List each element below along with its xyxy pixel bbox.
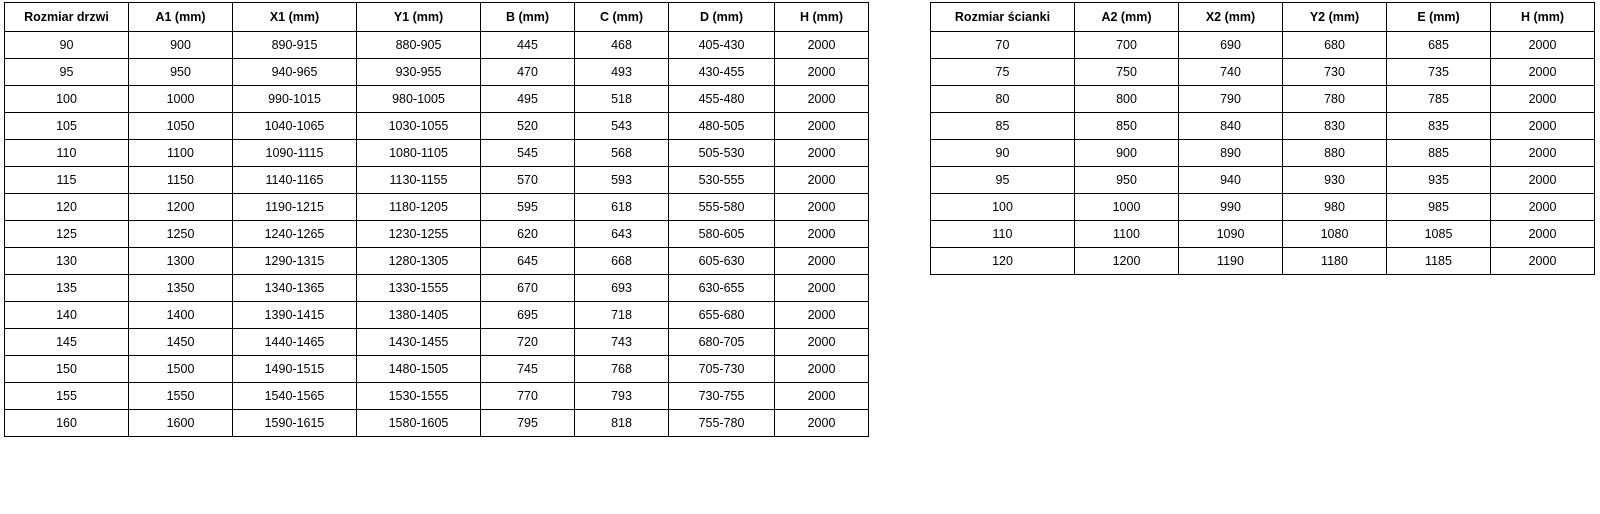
cell: 430-455 <box>669 59 775 86</box>
cell: 780 <box>1283 86 1387 113</box>
cell: 135 <box>5 275 129 302</box>
cell: 2000 <box>775 140 869 167</box>
table-row <box>5 410 869 437</box>
cell: 1530-1555 <box>357 383 481 410</box>
cell: 90 <box>931 140 1075 167</box>
column-header-h: H (mm) <box>775 3 869 32</box>
cell: 980 <box>1283 194 1387 221</box>
cell: 2000 <box>1491 32 1595 59</box>
cell: 1230-1255 <box>357 221 481 248</box>
cell: 730-755 <box>669 383 775 410</box>
cell: 735 <box>1387 59 1491 86</box>
cell: 770 <box>481 383 575 410</box>
table-header-row <box>5 3 869 32</box>
cell: 493 <box>575 59 669 86</box>
cell: 1090 <box>1179 221 1283 248</box>
cell: 1100 <box>129 140 233 167</box>
cell: 2000 <box>775 59 869 86</box>
cell: 1130-1155 <box>357 167 481 194</box>
cell: 835 <box>1387 113 1491 140</box>
cell: 693 <box>575 275 669 302</box>
cell: 695 <box>481 302 575 329</box>
cell: 2000 <box>775 86 869 113</box>
cell: 950 <box>129 59 233 86</box>
cell: 95 <box>931 167 1075 194</box>
cell: 2000 <box>775 329 869 356</box>
cell: 768 <box>575 356 669 383</box>
cell: 930-955 <box>357 59 481 86</box>
cell: 685 <box>1387 32 1491 59</box>
cell: 1185 <box>1387 248 1491 275</box>
column-header-h: H (mm) <box>1491 3 1595 32</box>
cell: 75 <box>931 59 1075 86</box>
cell: 935 <box>1387 167 1491 194</box>
cell: 620 <box>481 221 575 248</box>
cell: 445 <box>481 32 575 59</box>
cell: 890 <box>1179 140 1283 167</box>
cell: 2000 <box>1491 248 1595 275</box>
cell: 1500 <box>129 356 233 383</box>
cell: 645 <box>481 248 575 275</box>
cell: 2000 <box>775 383 869 410</box>
cell: 470 <box>481 59 575 86</box>
cell: 1180 <box>1283 248 1387 275</box>
table-row <box>5 167 869 194</box>
doors-dimensions-table-container <box>4 2 869 437</box>
cell: 2000 <box>1491 140 1595 167</box>
cell: 1440-1465 <box>233 329 357 356</box>
cell: 1040-1065 <box>233 113 357 140</box>
cell: 880-905 <box>357 32 481 59</box>
cell: 880 <box>1283 140 1387 167</box>
column-header-c: C (mm) <box>575 3 669 32</box>
cell: 595 <box>481 194 575 221</box>
cell: 750 <box>1075 59 1179 86</box>
cell: 105 <box>5 113 129 140</box>
cell: 950 <box>1075 167 1179 194</box>
cell: 95 <box>5 59 129 86</box>
table-row <box>5 275 869 302</box>
cell: 115 <box>5 167 129 194</box>
cell: 1330-1555 <box>357 275 481 302</box>
cell: 730 <box>1283 59 1387 86</box>
table-row <box>931 140 1595 167</box>
cell: 800 <box>1075 86 1179 113</box>
table-row <box>931 86 1595 113</box>
table-row <box>931 167 1595 194</box>
table-row <box>5 140 869 167</box>
cell: 1200 <box>1075 248 1179 275</box>
column-header-y2: Y2 (mm) <box>1283 3 1387 32</box>
table-row <box>5 32 869 59</box>
cell: 668 <box>575 248 669 275</box>
column-header-e: E (mm) <box>1387 3 1491 32</box>
table-row <box>5 221 869 248</box>
cell: 2000 <box>775 410 869 437</box>
cell: 1190-1215 <box>233 194 357 221</box>
cell: 125 <box>5 221 129 248</box>
table-row <box>5 329 869 356</box>
cell: 643 <box>575 221 669 248</box>
cell: 160 <box>5 410 129 437</box>
column-header-a1: A1 (mm) <box>129 3 233 32</box>
cell: 680 <box>1283 32 1387 59</box>
column-header-rozmiar-drzwi: Rozmiar drzwi <box>5 3 129 32</box>
cell: 2000 <box>775 32 869 59</box>
cell: 593 <box>575 167 669 194</box>
cell: 785 <box>1387 86 1491 113</box>
cell: 990 <box>1179 194 1283 221</box>
cell: 2000 <box>1491 194 1595 221</box>
cell: 1480-1505 <box>357 356 481 383</box>
table-row <box>5 59 869 86</box>
column-header-x2: X2 (mm) <box>1179 3 1283 32</box>
cell: 793 <box>575 383 669 410</box>
cell: 505-530 <box>669 140 775 167</box>
cell: 1240-1265 <box>233 221 357 248</box>
cell: 2000 <box>775 194 869 221</box>
table-row <box>5 383 869 410</box>
cell: 1190 <box>1179 248 1283 275</box>
cell: 1350 <box>129 275 233 302</box>
cell: 145 <box>5 329 129 356</box>
cell: 2000 <box>1491 113 1595 140</box>
table-row <box>931 221 1595 248</box>
doors-table-head <box>5 3 869 32</box>
cell: 940 <box>1179 167 1283 194</box>
cell: 1080 <box>1283 221 1387 248</box>
column-header-d: D (mm) <box>669 3 775 32</box>
cell: 1450 <box>129 329 233 356</box>
cell: 900 <box>129 32 233 59</box>
table-row <box>5 113 869 140</box>
cell: 90 <box>5 32 129 59</box>
cell: 155 <box>5 383 129 410</box>
cell: 2000 <box>1491 221 1595 248</box>
cell: 100 <box>931 194 1075 221</box>
cell: 980-1005 <box>357 86 481 113</box>
cell: 100 <box>5 86 129 113</box>
cell: 1030-1055 <box>357 113 481 140</box>
cell: 2000 <box>775 113 869 140</box>
table-row <box>931 113 1595 140</box>
cell: 1430-1455 <box>357 329 481 356</box>
table-row <box>931 248 1595 275</box>
doors-dimensions-table <box>4 2 869 437</box>
cell: 1340-1365 <box>233 275 357 302</box>
cell: 885 <box>1387 140 1491 167</box>
cell: 1550 <box>129 383 233 410</box>
cell: 743 <box>575 329 669 356</box>
column-header-y1: Y1 (mm) <box>357 3 481 32</box>
cell: 1490-1515 <box>233 356 357 383</box>
cell: 543 <box>575 113 669 140</box>
cell: 755-780 <box>669 410 775 437</box>
column-header-rozmiar-scianki: Rozmiar ścianki <box>931 3 1075 32</box>
cell: 1280-1305 <box>357 248 481 275</box>
cell: 2000 <box>775 167 869 194</box>
cell: 690 <box>1179 32 1283 59</box>
column-header-x1: X1 (mm) <box>233 3 357 32</box>
cell: 480-505 <box>669 113 775 140</box>
cell: 1600 <box>129 410 233 437</box>
table-header-row <box>931 3 1595 32</box>
cell: 140 <box>5 302 129 329</box>
cell: 990-1015 <box>233 86 357 113</box>
cell: 1000 <box>1075 194 1179 221</box>
walls-table-head <box>931 3 1595 32</box>
cell: 85 <box>931 113 1075 140</box>
cell: 70 <box>931 32 1075 59</box>
cell: 655-680 <box>669 302 775 329</box>
table-row <box>5 194 869 221</box>
cell: 468 <box>575 32 669 59</box>
cell: 705-730 <box>669 356 775 383</box>
column-header-b: B (mm) <box>481 3 575 32</box>
cell: 830 <box>1283 113 1387 140</box>
cell: 2000 <box>775 248 869 275</box>
cell: 2000 <box>1491 86 1595 113</box>
column-header-a2: A2 (mm) <box>1075 3 1179 32</box>
table-row <box>931 59 1595 86</box>
cell: 1200 <box>129 194 233 221</box>
table-row <box>5 248 869 275</box>
cell: 818 <box>575 410 669 437</box>
cell: 570 <box>481 167 575 194</box>
cell: 518 <box>575 86 669 113</box>
cell: 1590-1615 <box>233 410 357 437</box>
doors-table-body <box>5 32 869 437</box>
walls-dimensions-table <box>930 2 1595 275</box>
cell: 2000 <box>775 275 869 302</box>
cell: 890-915 <box>233 32 357 59</box>
cell: 850 <box>1075 113 1179 140</box>
cell: 740 <box>1179 59 1283 86</box>
cell: 1100 <box>1075 221 1179 248</box>
cell: 900 <box>1075 140 1179 167</box>
cell: 568 <box>575 140 669 167</box>
cell: 2000 <box>775 356 869 383</box>
cell: 2000 <box>1491 59 1595 86</box>
cell: 555-580 <box>669 194 775 221</box>
walls-table-body <box>931 32 1595 275</box>
cell: 1180-1205 <box>357 194 481 221</box>
cell: 1250 <box>129 221 233 248</box>
cell: 1290-1315 <box>233 248 357 275</box>
cell: 150 <box>5 356 129 383</box>
table-row <box>931 32 1595 59</box>
cell: 985 <box>1387 194 1491 221</box>
cell: 1080-1105 <box>357 140 481 167</box>
cell: 110 <box>931 221 1075 248</box>
cell: 1090-1115 <box>233 140 357 167</box>
cell: 670 <box>481 275 575 302</box>
cell: 840 <box>1179 113 1283 140</box>
cell: 2000 <box>1491 167 1595 194</box>
cell: 1050 <box>129 113 233 140</box>
cell: 405-430 <box>669 32 775 59</box>
cell: 1400 <box>129 302 233 329</box>
cell: 720 <box>481 329 575 356</box>
cell: 795 <box>481 410 575 437</box>
cell: 605-630 <box>669 248 775 275</box>
cell: 1390-1415 <box>233 302 357 329</box>
cell: 1140-1165 <box>233 167 357 194</box>
cell: 745 <box>481 356 575 383</box>
cell: 1300 <box>129 248 233 275</box>
table-row <box>5 302 869 329</box>
cell: 455-480 <box>669 86 775 113</box>
cell: 110 <box>5 140 129 167</box>
cell: 1380-1405 <box>357 302 481 329</box>
cell: 700 <box>1075 32 1179 59</box>
table-row <box>5 356 869 383</box>
cell: 1150 <box>129 167 233 194</box>
cell: 2000 <box>775 302 869 329</box>
cell: 545 <box>481 140 575 167</box>
cell: 530-555 <box>669 167 775 194</box>
cell: 630-655 <box>669 275 775 302</box>
cell: 80 <box>931 86 1075 113</box>
cell: 520 <box>481 113 575 140</box>
cell: 2000 <box>775 221 869 248</box>
cell: 1000 <box>129 86 233 113</box>
cell: 120 <box>5 194 129 221</box>
walls-dimensions-table-container <box>930 2 1595 275</box>
table-row <box>931 194 1595 221</box>
cell: 618 <box>575 194 669 221</box>
cell: 930 <box>1283 167 1387 194</box>
cell: 1540-1565 <box>233 383 357 410</box>
cell: 495 <box>481 86 575 113</box>
cell: 790 <box>1179 86 1283 113</box>
cell: 120 <box>931 248 1075 275</box>
cell: 580-605 <box>669 221 775 248</box>
cell: 718 <box>575 302 669 329</box>
cell: 1580-1605 <box>357 410 481 437</box>
table-row <box>5 86 869 113</box>
cell: 680-705 <box>669 329 775 356</box>
cell: 940-965 <box>233 59 357 86</box>
cell: 1085 <box>1387 221 1491 248</box>
cell: 130 <box>5 248 129 275</box>
